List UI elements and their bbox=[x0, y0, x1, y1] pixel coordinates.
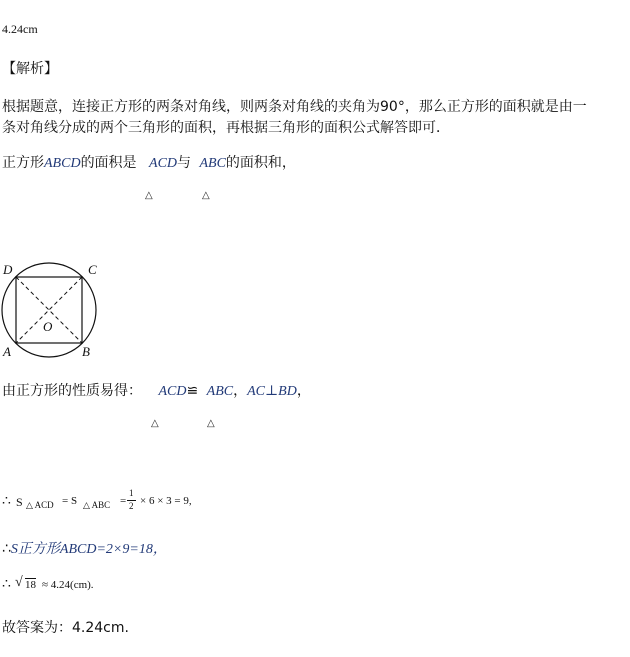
fraction-numerator: 1 bbox=[129, 488, 134, 498]
formula-s: S bbox=[16, 495, 23, 509]
section-title: 【解析】 bbox=[2, 61, 58, 77]
formula-rest: × 6 × 3 = 9, bbox=[140, 495, 192, 507]
perpendicular-expression: AC⊥BD bbox=[247, 384, 297, 399]
area-suffix: 的面积和， bbox=[225, 155, 296, 171]
label-c: C bbox=[88, 262, 97, 277]
therefore-symbol: ∴ bbox=[2, 577, 11, 592]
label-d: D bbox=[3, 262, 13, 277]
area-and: 与 bbox=[177, 155, 196, 171]
property-prefix: 由正方形的性质易得： bbox=[2, 383, 142, 399]
therefore-symbol: ∴ bbox=[2, 494, 11, 509]
formula-eq-s: = S bbox=[62, 495, 78, 507]
analysis-line-1: 根据题意，连接正方形的两条对角线，则两条对角线的夹角为90°，那么正方形的面积就是由一 bbox=[2, 99, 587, 115]
square-name: ABCD bbox=[44, 156, 81, 171]
triangle-abc: ABC bbox=[206, 384, 234, 399]
formula-sub-acd: △ ACD bbox=[26, 500, 54, 510]
fraction-denominator: 2 bbox=[129, 501, 134, 511]
label-b: B bbox=[82, 344, 90, 359]
area-middle: 的面积是 bbox=[80, 155, 142, 171]
congruent-symbol: ≌ bbox=[186, 383, 199, 399]
triangle-acd: ACD bbox=[158, 384, 187, 399]
formula-result: ≈ 4.24(cm). bbox=[42, 579, 94, 591]
answer-top: 4.24cm bbox=[2, 22, 38, 36]
separator: ， bbox=[233, 383, 248, 399]
square-in-circle-figure bbox=[0, 258, 110, 363]
therefore-symbol: ∴ bbox=[2, 541, 11, 557]
triangle-symbol: △ bbox=[207, 418, 215, 429]
label-o: O bbox=[43, 319, 53, 334]
sqrt-symbol: √ bbox=[15, 575, 23, 590]
end-punct: ， bbox=[296, 383, 311, 399]
triangle-symbol: △ bbox=[151, 418, 159, 429]
triangle-abc: ABC bbox=[199, 156, 226, 171]
final-answer: 故答案为：4.24cm. bbox=[2, 620, 129, 636]
analysis-line-2: 条对角线分成的两个三角形的面积，再根据三角形的面积公式解答即可． bbox=[2, 120, 450, 136]
formula-eq: = bbox=[120, 495, 127, 507]
property-sentence bbox=[2, 380, 311, 400]
formula-sub-abc: △ ABC bbox=[83, 500, 111, 510]
triangle-symbol: △ bbox=[145, 190, 153, 201]
sqrt-radicand: 18 bbox=[25, 579, 36, 591]
square-area-expression: S正方形ABCD=2×9=18， bbox=[10, 542, 167, 557]
area-sentence bbox=[2, 152, 296, 172]
triangle-symbol: △ bbox=[202, 190, 210, 201]
formula-square-area bbox=[2, 538, 167, 558]
label-a: A bbox=[3, 344, 11, 359]
triangle-acd: ACD bbox=[149, 156, 178, 171]
area-prefix: 正方形 bbox=[2, 155, 44, 171]
